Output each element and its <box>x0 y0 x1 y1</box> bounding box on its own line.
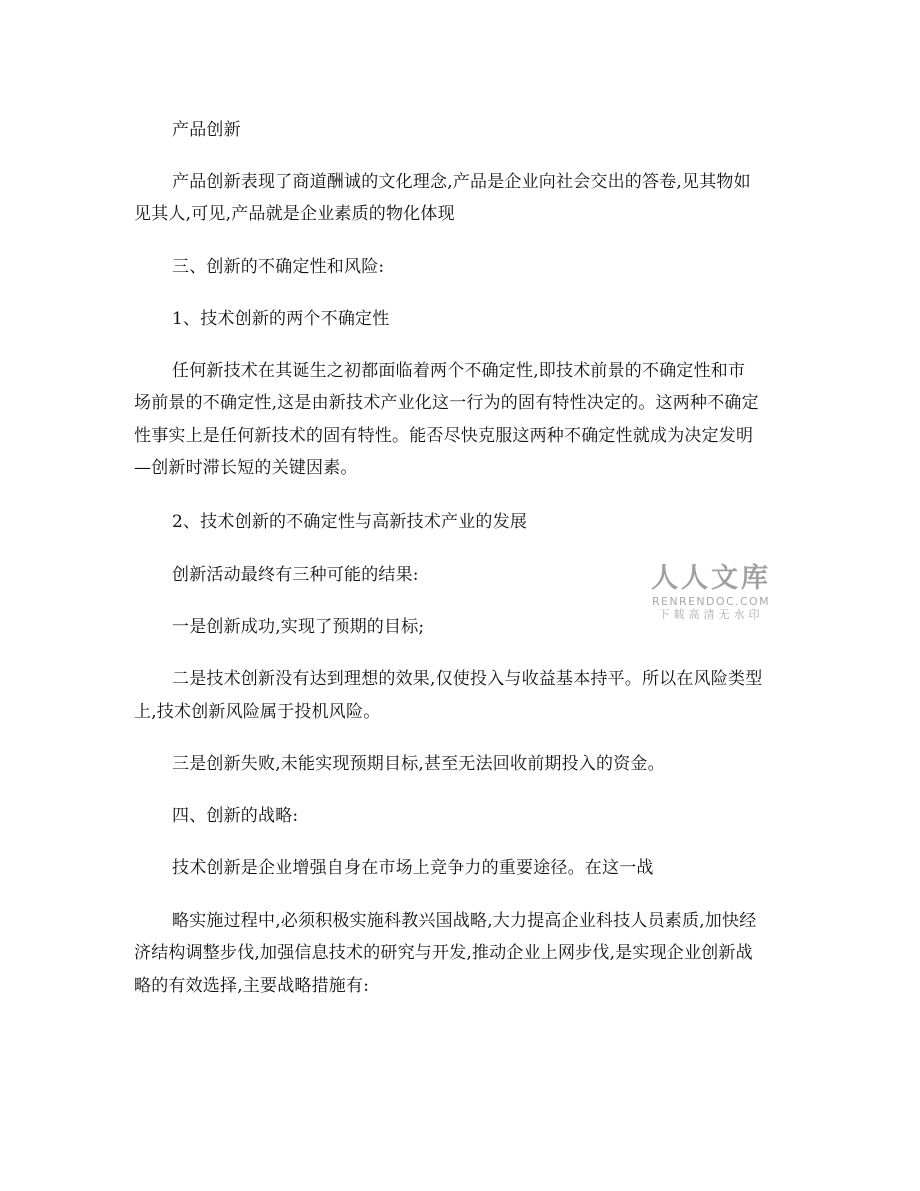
subsection-heading: 1、技术创新的两个不确定性 <box>172 309 390 329</box>
paragraph-line: 上,技术创新风险属于投机风险。 <box>134 702 381 722</box>
paragraph-line: 略实施过程中,必须积极实施科教兴国战略,大力提高企业科技人员素质,加快经 <box>172 911 757 931</box>
watermark-title: 人人文库 <box>651 563 771 594</box>
paragraph-line: 产品创新表现了商道酬诚的文化理念,产品是企业向社会交出的答卷,见其物如 <box>172 172 751 192</box>
paragraph-line: 场前景的不确定性,这是由新技术产业化这一行为的固有特性决定的。这两种不确定 <box>134 393 759 413</box>
paragraph-line: 创新活动最终有三种可能的结果: <box>172 565 419 585</box>
subsection-heading: 2、技术创新的不确定性与高新技术产业的发展 <box>172 512 528 532</box>
paragraph-line: 济结构调整步伐,加强信息技术的研究与开发,推动企业上网步伐,是实现企业创新战 <box>134 943 753 963</box>
section-heading: 三、创新的不确定性和风险: <box>172 257 385 277</box>
paragraph-line: —创新时滞长短的关键因素。 <box>134 458 358 478</box>
paragraph-line: 略的有效选择,主要战略措施有: <box>134 976 370 996</box>
paragraph-line: 见其人,可见,产品就是企业素质的物化体现 <box>134 204 455 224</box>
paragraph-line: 一是创新成功,实现了预期的目标; <box>172 617 425 637</box>
watermark-logo <box>646 563 776 622</box>
paragraph-line: 产品创新 <box>172 120 241 140</box>
paragraph-line: 二是技术创新没有达到理想的效果,仅使投入与收益基本持平。所以在风险类型 <box>172 669 763 689</box>
paragraph-line: 技术创新是企业增强自身在市场上竞争力的重要途径。在这一战 <box>172 858 654 878</box>
paragraph-line: 性事实上是任何新技术的固有特性。能否尽快克服这两种不确定性就成为决定发明 <box>134 426 754 446</box>
watermark-subtitle: 下载高清无水印 <box>658 608 764 621</box>
section-heading: 四、创新的战略: <box>172 806 299 826</box>
paragraph-line: 三是创新失败,未能实现预期目标,甚至无法回收前期投入的资金。 <box>172 754 665 774</box>
watermark-domain: RENRENDOC.COM <box>652 595 770 608</box>
paragraph-line: 任何新技术在其诞生之初都面临着两个不确定性,即技术前景的不确定性和市 <box>172 361 746 381</box>
